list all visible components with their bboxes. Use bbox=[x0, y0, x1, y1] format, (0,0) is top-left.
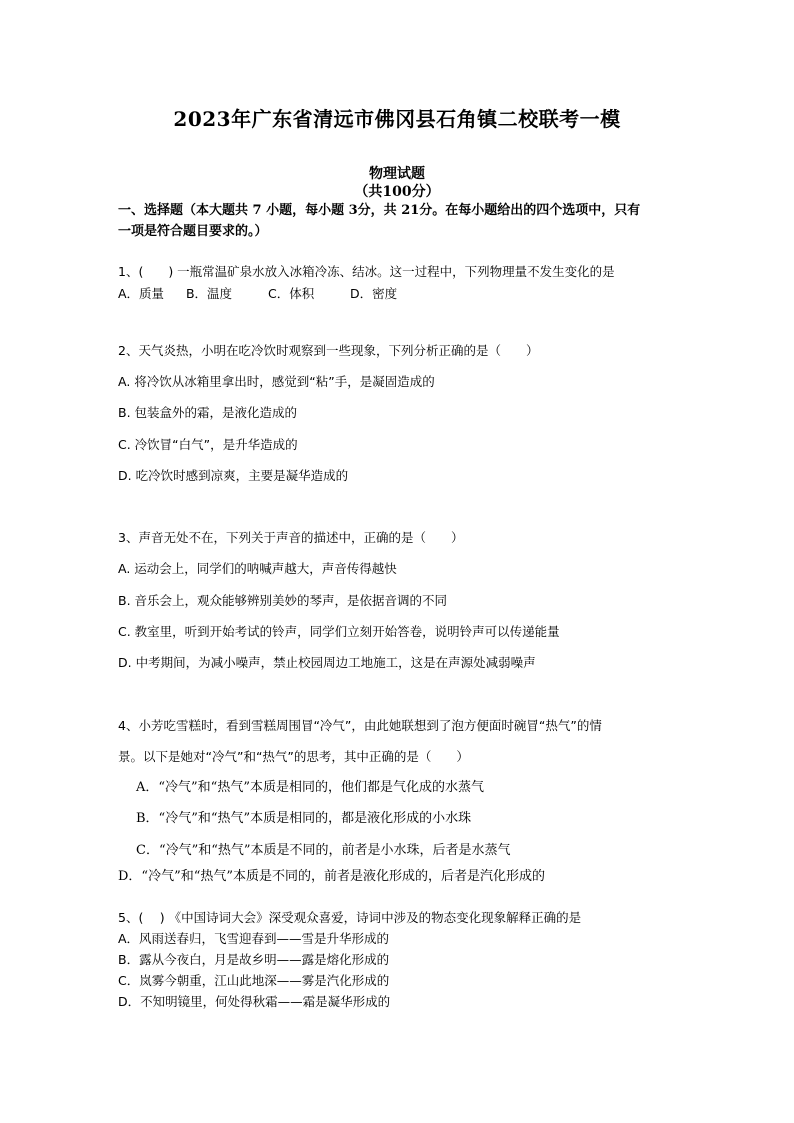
question-2-stem: 2、天气炎热，小明在吃冷饮时观察到一些现象，下列分析正确的是（ ） bbox=[118, 343, 539, 358]
question-3-option-a: A. 运动会上，同学们的呐喊声越大，声音传得越快 bbox=[118, 561, 397, 576]
question-1-stem: 1、( ) 一瓶常温矿泉水放入冰箱冷冻、结冰。这一过程中，下列物理量不发生变化的是 bbox=[118, 264, 615, 279]
question-4-option-a: A．“冷气”和“热气”本质是相同的，他们都是气化成的水蒸气 bbox=[136, 780, 484, 795]
question-1-option-a: A．质量 bbox=[118, 286, 165, 301]
question-2-option-d: D. 吃冷饮时感到凉爽，主要是凝华造成的 bbox=[118, 468, 349, 483]
subject-heading: 物理试题 bbox=[369, 166, 425, 182]
question-2-option-b: B. 包装盒外的霜，是液化造成的 bbox=[118, 405, 298, 420]
question-4-option-d: D．“冷气”和“热气”本质是不同的，前者是液化形成的，后者是汽化形成的 bbox=[118, 869, 546, 884]
question-3-option-b: B. 音乐会上，观众能够辨别美妙的琴声，是依据音调的不同 bbox=[118, 593, 448, 608]
question-1-options bbox=[118, 286, 397, 302]
question-4-option-c: C．“冷气”和“热气”本质是不同的，前者是小水珠，后者是水蒸气 bbox=[136, 843, 511, 858]
question-4-stem-line2: 景。以下是她对“冷气”和“热气”的思考，其中正确的是（ ） bbox=[118, 749, 469, 764]
question-4-stem-line1: 4、小芳吃雪糕时，看到雪糕周围冒“冷气”，由此她联想到了泡方便面时碗冒“热气”的情 bbox=[118, 718, 602, 733]
exam-title: 2023年广东省清远市佛冈县石角镇二校联考一模 bbox=[173, 107, 621, 131]
question-3-option-d: D. 中考期间，为减小噪声，禁止校园周边工地施工，这是在声源处减弱噪声 bbox=[118, 655, 536, 670]
section-instructions-line1: 一、选择题（本大题共 7 小题，每小题 3分，共 21分。在每小题给出的四个选项中，只有 bbox=[118, 203, 641, 218]
question-5-stem: 5、( ) 《中国诗词大会》深受观众喜爱，诗词中涉及的物态变化现象解释正确的是 bbox=[118, 910, 582, 925]
question-1-option-b: B．温度 bbox=[185, 286, 233, 301]
question-2-option-c: C. 冷饮冒“白气”，是升华造成的 bbox=[118, 437, 298, 452]
question-3-stem: 3、声音无处不在，下列关于声音的描述中，正确的是（ ） bbox=[118, 530, 464, 545]
question-5-option-a: A．风雨送春归，飞雪迎春到——雪是升华形成的 bbox=[118, 931, 390, 946]
question-3-option-c: C. 教室里，听到开始考试的铃声，同学们立刻开始答卷，说明铃声可以传递能量 bbox=[118, 624, 560, 639]
question-5-option-b: B．露从今夜白，月是故乡明——露是熔化形成的 bbox=[118, 952, 390, 967]
question-4-option-b: B．“冷气”和“热气”本质是相同的，都是液化形成的小水珠 bbox=[136, 811, 472, 826]
question-2-option-a: A. 将冷饮从冰箱里拿出时，感觉到“粘”手，是凝固造成的 bbox=[118, 374, 435, 389]
section-instructions-line2: 一项是符合题目要求的。） bbox=[118, 224, 268, 239]
question-5-option-c: C．岚雾今朝重，江山此地深——雾是汽化形成的 bbox=[118, 973, 390, 988]
question-5-option-d: D．不知明镜里，何处得秋霜——霜是凝华形成的 bbox=[118, 994, 391, 1009]
total-score: （共100分） bbox=[354, 184, 440, 200]
question-1-option-d: D．密度 bbox=[349, 286, 398, 301]
question-1-option-c: C．体积 bbox=[267, 286, 315, 301]
